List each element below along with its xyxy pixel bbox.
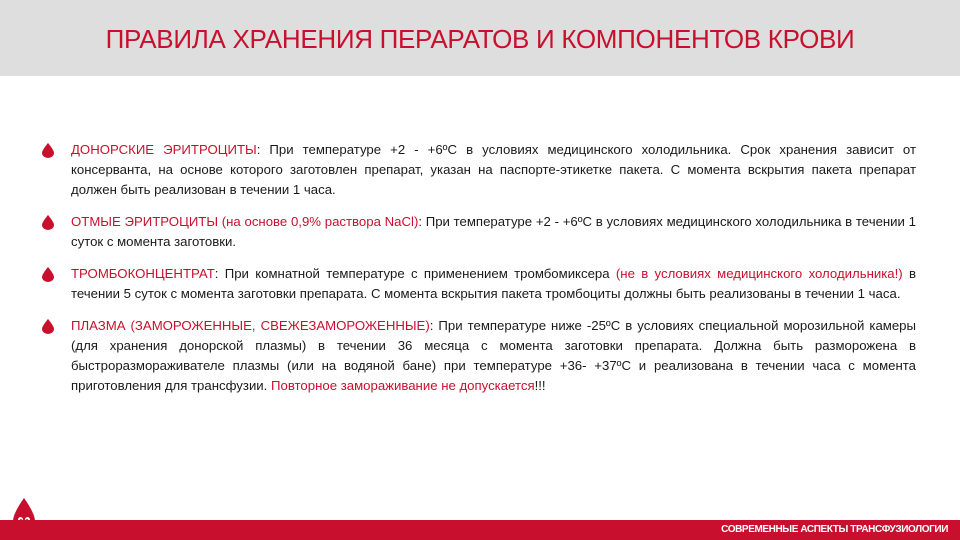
list-item: [40, 316, 916, 396]
item-body: : При температуре +2 - +6ºС в условиях медицинского холодильника в течении 1 суток с момента заготовки.: [71, 214, 916, 249]
item-text: [71, 264, 916, 304]
item-highlight: Повторное замораживание не допускается: [271, 378, 535, 393]
item-body: в течении 5 суток с момента заготовки препарата. С момента вскрытия пакета тромбоциты должны быть реализованы в течении 1 часа.: [71, 266, 916, 301]
title-bar: [0, 0, 960, 76]
list-item: [40, 212, 916, 252]
item-heading: ПЛАЗМА (ЗАМОРОЖЕННЫЕ, СВЕЖЕЗАМОРОЖЕННЫЕ): [71, 318, 430, 333]
item-body: : При комнатной температуре с применением тромбомиксера: [214, 266, 616, 281]
blood-drop-icon: [42, 267, 54, 282]
item-text: [71, 140, 916, 200]
item-body: : При температуре +2 - +6ºС в условиях медицинского холодильника. Срок хранения зависит от консерванта, на основе которого заготовлен препарат, указан на паспорте-этикетке пакета. С момента вскрытия пакета препарат должен быть реализован в течении 1 часа.: [71, 142, 916, 197]
blood-drop-icon: [42, 215, 54, 230]
list-item: [40, 264, 916, 304]
footer-bar: [0, 520, 960, 540]
list-item: [40, 140, 916, 200]
footer-caption: СОВРЕМЕННЫЕ АСПЕКТЫ ТРАНСФУЗИОЛОГИИ: [721, 524, 948, 535]
item-heading: ОТМЫЕ ЭРИТРОЦИТЫ (на основе 0,9% раствора NaCl): [71, 214, 419, 229]
blood-drop-icon: [42, 143, 54, 158]
item-tail: !!!: [534, 378, 546, 393]
blood-drop-icon: [42, 319, 54, 334]
item-heading: ДОНОРСКИЕ ЭРИТРОЦИТЫ: [71, 142, 257, 157]
item-heading: ТРОМБОКОНЦЕНТРАТ: [71, 266, 215, 281]
item-text: [71, 316, 916, 396]
page-title: ПРАВИЛА ХРАНЕНИЯ ПЕРАРАТОВ И КОМПОНЕНТОВ КРОВИ: [105, 24, 855, 54]
item-text: [71, 212, 916, 252]
item-highlight: (не в условиях медицинского холодильника!): [615, 266, 903, 281]
item-body: : При температуре ниже -25ºС в условиях специальной морозильной камеры (для хранения донорской плазмы) в течении 36 месяца с момента заготовки препарата. Должна быть разморожена в быстроразмораживателе плазмы (или на водяной бане) при температуре +36- +37ºС и реализована в течении часа с момента приготовления для трансфузии.: [71, 318, 916, 393]
rules-list: [40, 140, 916, 408]
